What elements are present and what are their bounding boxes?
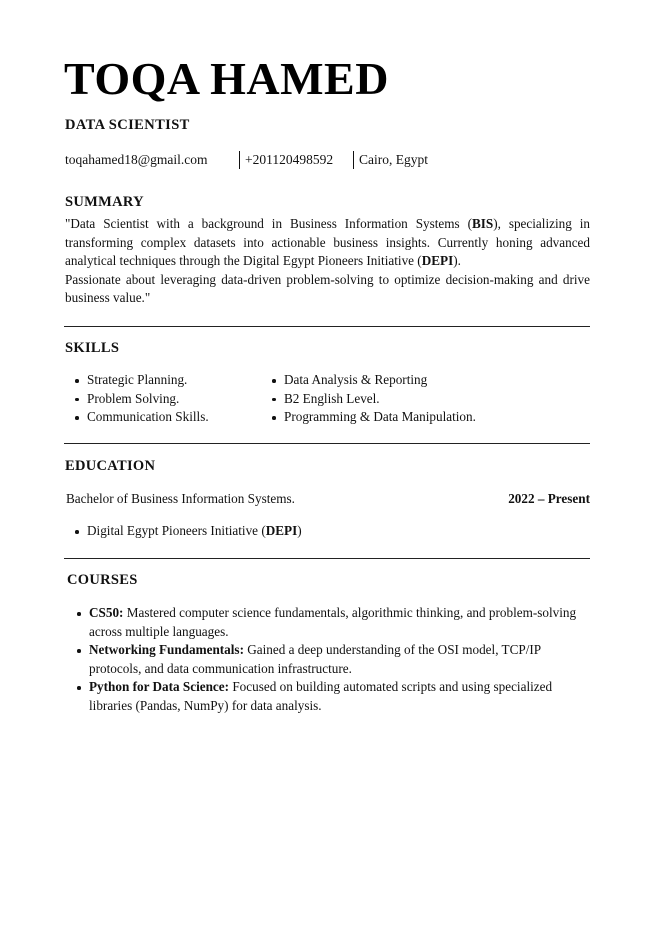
course-item: Python for Data Science: Focused on building automated scripts and using specialized libraries (Pandas, NumPy) for data analysis. (89, 678, 589, 715)
email-text: toqahamed18@gmail.com (65, 152, 208, 167)
course-item: Networking Fundamentals: Gained a deep understanding of the OSI model, TCP/IP protocols, and data communication infrastructure. (89, 641, 589, 678)
skill-item: Strategic Planning. (87, 371, 277, 390)
skill-item: Problem Solving. (87, 390, 277, 409)
candidate-name: TOQA HAMED (64, 53, 389, 104)
skills-heading: SKILLS (65, 340, 120, 356)
skills-list-right (262, 371, 604, 427)
phone-text: +201120498592 (239, 151, 333, 169)
job-title: DATA SCIENTIST (65, 117, 190, 133)
degree-dates: 2022 – Present (508, 491, 590, 506)
location-text: Cairo, Egypt (353, 151, 428, 169)
course-item: CS50: Mastered computer science fundamentals, algorithmic thinking, and problem-solving across multiple languages. (89, 604, 589, 641)
skills-list-left (65, 371, 277, 427)
courses-heading: COURSES (67, 572, 138, 588)
section-divider (64, 443, 590, 444)
summary-text (65, 215, 590, 308)
education-heading: EDUCATION (65, 458, 156, 474)
section-divider (64, 558, 590, 559)
skill-item: Programming & Data Manipulation. (284, 408, 604, 427)
skill-item: B2 English Level. (284, 390, 604, 409)
skill-item: Communication Skills. (87, 408, 277, 427)
summary-heading: SUMMARY (65, 194, 144, 210)
education-item: Digital Egypt Pioneers Initiative (DEPI) (87, 522, 607, 541)
courses-list (67, 604, 589, 715)
degree-text: Bachelor of Business Information Systems. (66, 491, 295, 506)
section-divider (64, 326, 590, 327)
skill-item: Data Analysis & Reporting (284, 371, 604, 390)
education-list (65, 522, 607, 541)
summary-paragraph-2: Passionate about leveraging data-driven problem-solving to optimize decision-making and drive business value." (65, 271, 590, 305)
summary-paragraph-1: "Data Scientist with a background in Business Information Systems (BIS), specializing in transforming complex datasets into actionable business insights. Currently honing advanced analytical techniques through the Digital Egypt Pioneers Initiative (DEPI). (65, 216, 590, 268)
